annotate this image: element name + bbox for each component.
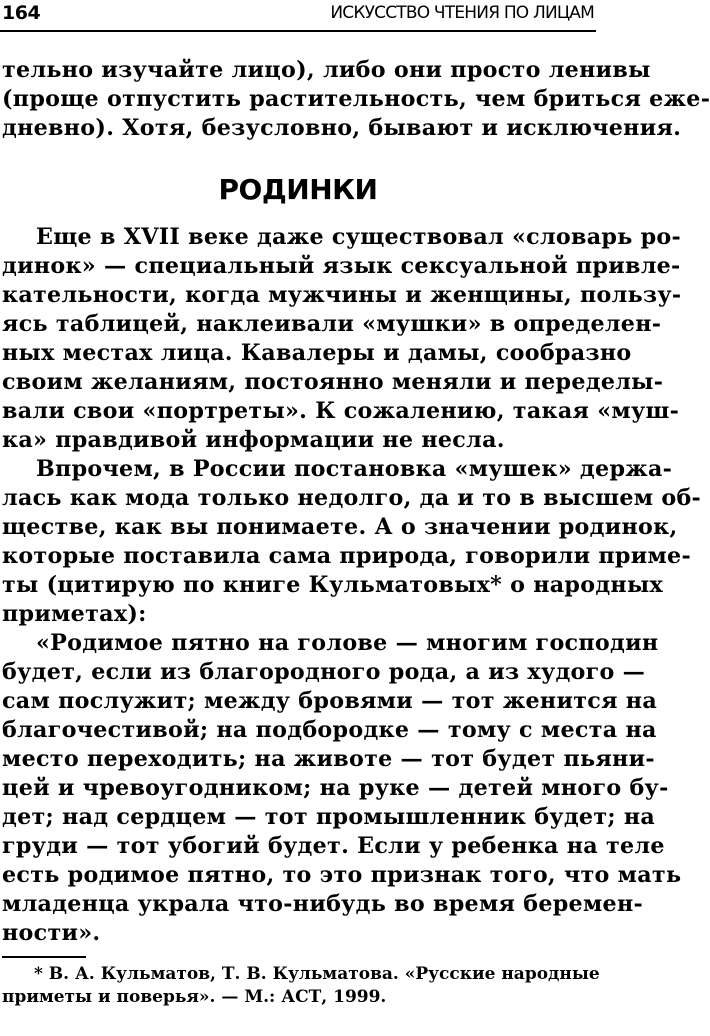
text-line: Еще в XVII веке даже существовал «словарь ро- — [36, 224, 682, 250]
text-line: дневно). Хотя, безусловно, бывают и исключения. — [2, 115, 682, 141]
text-line: сам послужит; между бровями — тот женится на — [2, 688, 658, 714]
text-line: благочестивой; на подбородке — тому с места на — [2, 717, 657, 743]
text-line: ты (цитирую по книге Кульматовых* о народных — [2, 572, 664, 598]
text-line: ясь таблицей, наклеивали «мушки» в определен- — [2, 311, 662, 337]
section-heading: РОДИНКИ — [218, 173, 378, 206]
text-line: приметах): — [2, 601, 147, 627]
text-line: ности». — [2, 920, 101, 946]
text-line: цей и чревоугодником; на руке — детей много бу- — [2, 775, 669, 801]
footnote-line: приметы и поверья». — М.: АСТ, 1999. — [2, 987, 387, 1007]
text-line: груди — тот убогий будет. Если у ребенка на теле — [2, 833, 665, 859]
text-line: будет, если из благородного рода, а из худого — — [2, 659, 646, 685]
text-line: ка» правдивой информации не несла. — [2, 427, 505, 453]
text-line: дет; над сердцем — тот промышленник будет; на — [2, 804, 656, 830]
text-line: (проще отпустить растительность, чем бриться еже- — [2, 86, 710, 112]
text-line: ществе, как вы понимаете. А о значении родинок, — [2, 514, 678, 540]
text-line: есть родимое пятно, то это признак того, что мать — [2, 862, 682, 888]
running-head: ИСКУССТВО ЧТЕНИЯ ПО ЛИЦАМ — [330, 3, 594, 23]
text-line: которые поставила сама природа, говорили приме- — [2, 543, 691, 569]
text-line: кательности, когда мужчины и женщины, пользу- — [2, 282, 682, 308]
text-line: «Родимое пятно на голове — многим господин — [36, 630, 659, 656]
footnote-line: * В. А. Кульматов, Т. В. Кульматова. «Русские народные — [34, 964, 600, 984]
page-number: 164 — [2, 2, 41, 24]
text-line: динок» — специальный язык сексуальной привле- — [2, 253, 681, 279]
footnote-rule — [2, 956, 86, 958]
text-line: место переходить; на животе — тот будет пьяни- — [2, 746, 655, 772]
header-rule — [0, 30, 596, 32]
text-line: лась как мода только недолго, да и то в высшем об- — [2, 485, 702, 511]
text-line: своим желаниям, постоянно меняли и переделы- — [2, 369, 664, 395]
text-line: ных местах лица. Кавалеры и дамы, сообразно — [2, 340, 632, 366]
text-line: тельно изучайте лицо), либо они просто ленивы — [2, 57, 651, 83]
page-header — [0, 0, 596, 30]
text-line: младенца украла что-нибудь во время беремен- — [2, 891, 644, 917]
text-line: Впрочем, в России постановка «мушек» держа- — [36, 456, 673, 482]
text-line: вали свои «портреты». К сожалению, такая «муш- — [2, 398, 680, 424]
